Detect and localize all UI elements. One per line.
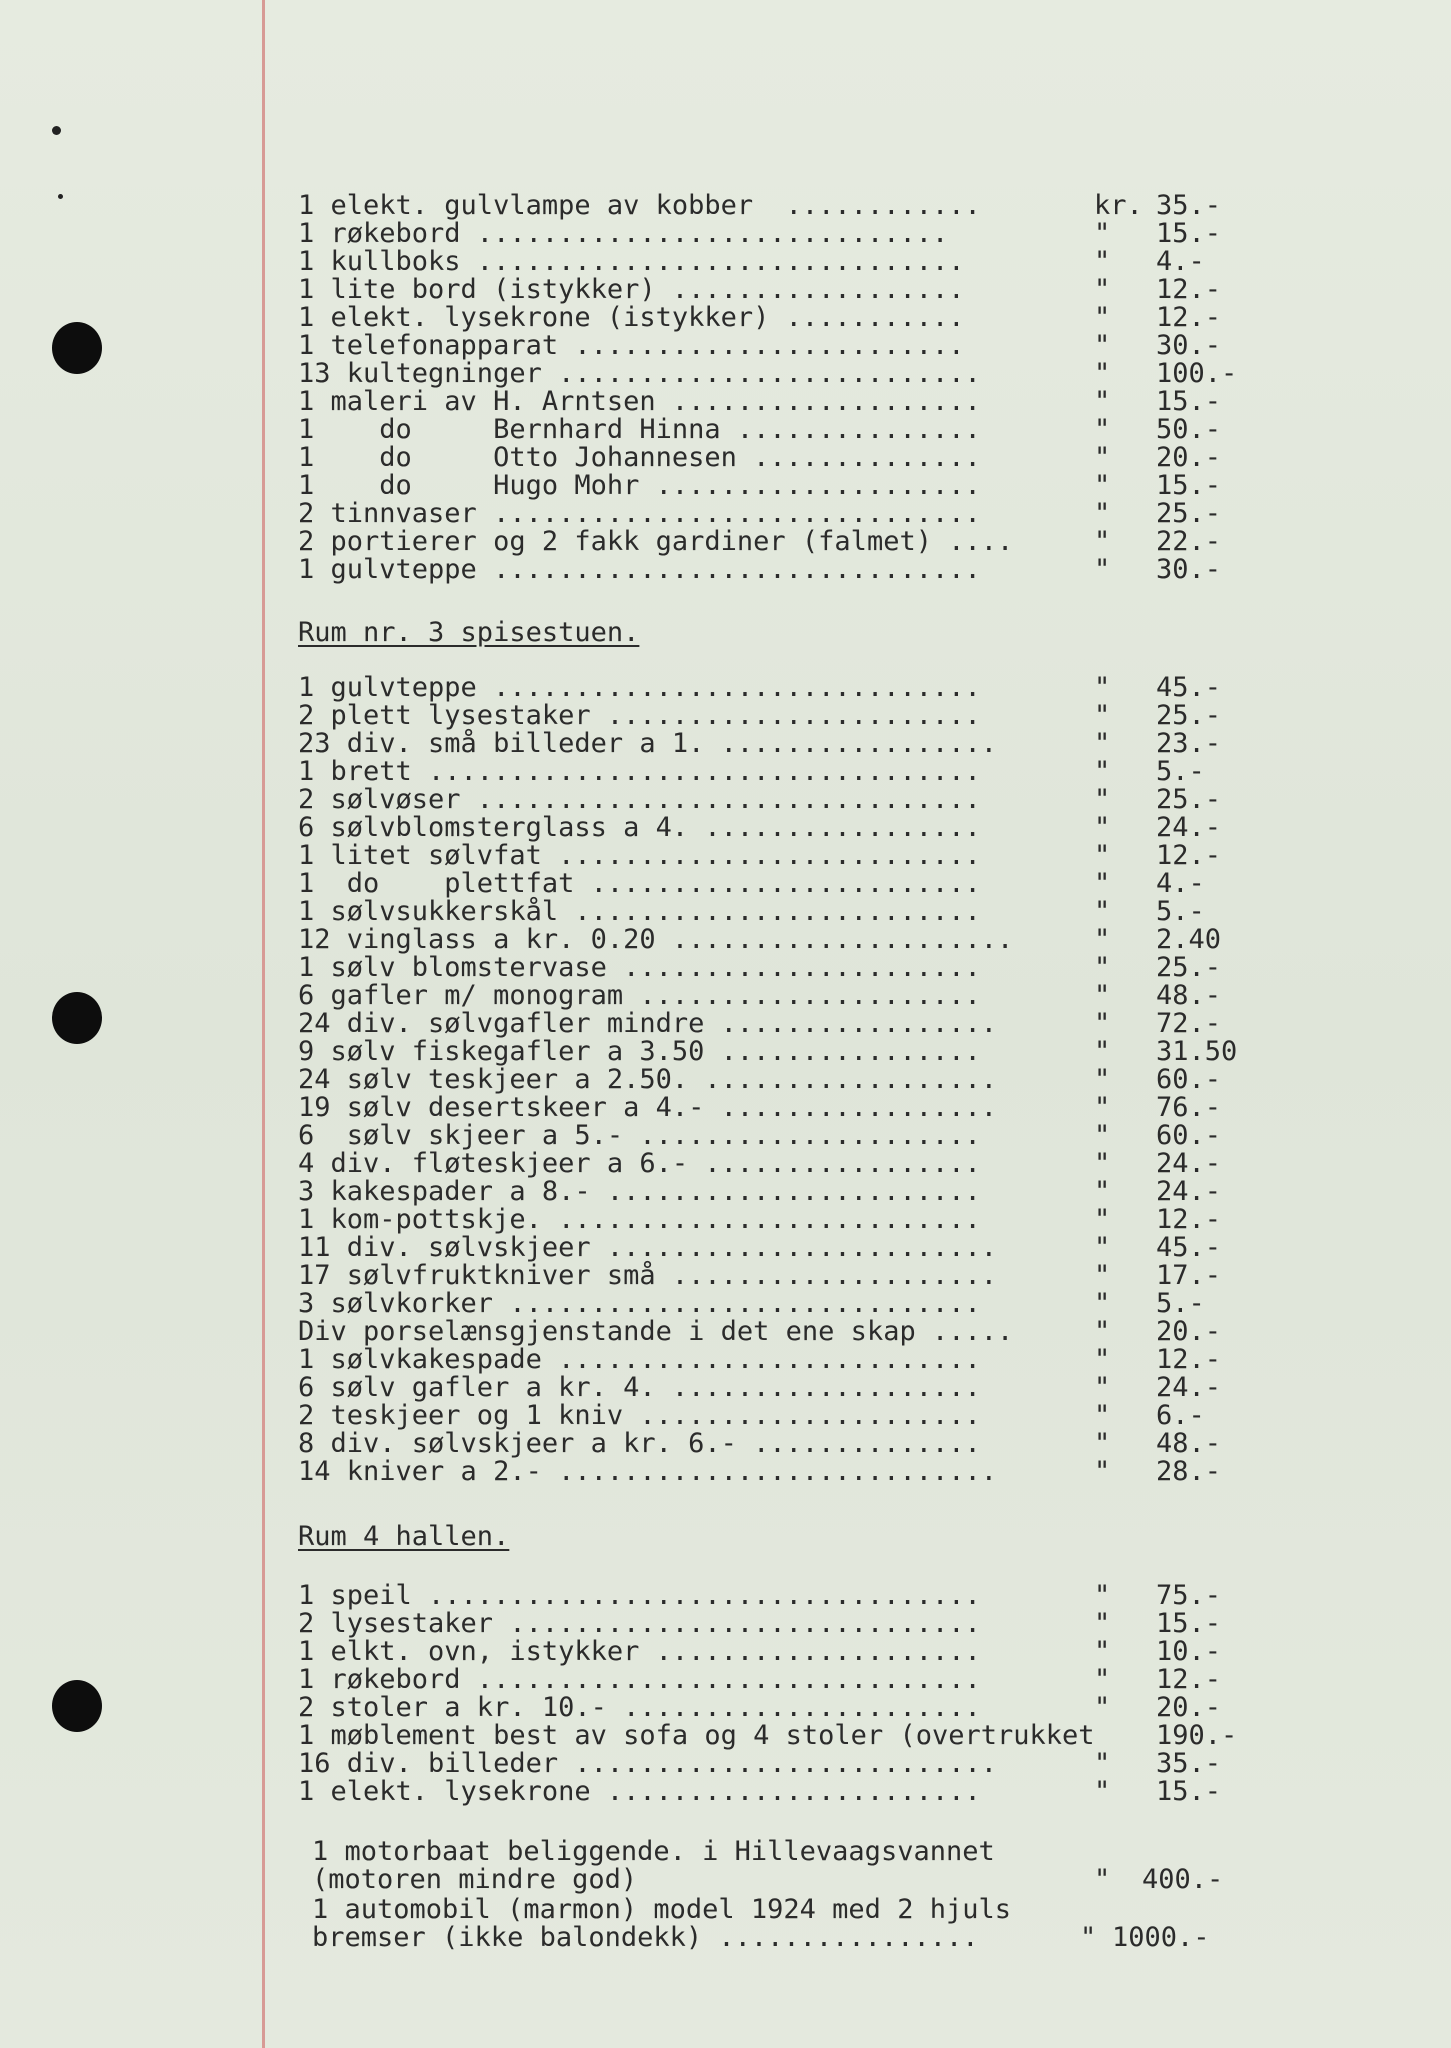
punch-hole (52, 322, 102, 374)
section-heading: Rum 4 hallen. (298, 1521, 510, 1552)
punch-hole (52, 1680, 102, 1732)
punch-hole (52, 992, 102, 1044)
ink-speck (52, 126, 61, 135)
document-page: 1 elekt. gulvlampe av kobber ............ kr. 35.- 1 røkebord ............................. " 15.- 1 kullboks .............................. " 4.- 1 lite bord (istykker) .................. " 12.- 1 elekt. lysekrone (istykker) ........... " 12.- 1 telefonapparat ........................ " 30.- 13 kultegninger .......................... " 100.- 1 maleri av H. Arntsen ................... " 15.- 1 do Bernhard Hinna ............... " 50.- 1 do Otto Johannesen .............. " 20.- 1 do Hugo Mohr .................... " 15.- 2 tinnvaser .............................. " 25.- 2 portierer og 2 fakk gardiner (falmet) .... " 22.- 1 gulvteppe .............................. " 30.- Rum nr. 3 spisestuen. 1 gulvteppe .............................. " 45.- 2 plett lysestaker ....................... " 25.- 23 div. små billeder a 1. ................. " 23.- 1 brett .................................. " 5.- 2 sølvøser ............................... " 25.- 6 sølvblomsterglass a 4. ................. " 24.- 1 litet sølvfat .......................... " 12.- 1 do plettfat ........................ " 4.- 1 sølvsukkerskål ......................... " 5.- 12 vinglass a kr. 0.20 ..................... " 2.40 1 sølv blomstervase ...................... " 25.- 6 gafler m/ monogram ..................... " 48.- 24 div. sølvgafler mindre ................. " 72.- 9 sølv fiskegafler a 3.50 ................ " 31.50 24 sølv teskjeer a 2.50. .................. " 60.- 19 sølv desertskeer a 4.- ................. " 76.- 6 sølv skjeer a 5.- ..................... " 60.- 4 div. fløteskjeer a 6.- ................. " 24.- 3 kakespader a 8.- ....................... " 24.- 1 kom-pottskje. .......................... " 12.- 11 div. sølvskjeer ........................ " 45.- 17 sølvfruktkniver små .................... " 17.- 3 sølvkorker ............................. " 5.- Div porselænsgjenstande i det ene skap ..... " 20.- 1 sølvkakespade .......................... " 12.- 6 sølv gafler a kr. 4. ................... " 24.- 2 teskjeer og 1 kniv ..................... " 6.- 8 div. sølvskjeer a kr. 6.- .............. " 48.- 14 kniver a 2.- ........................... " 28.- Rum 4 hallen. 1 speil .................................. " 75.- 2 lysestaker ............................. " 15.- 1 elkt. ovn, istykker .................... " 10.- 1 røkebord ............................... " 12.- 2 stoler a kr. 10.- ...................... " 20.- 1 møblement best av sofa og 4 stoler (overtrukket 190.- 16 div. billeder .......................... " 35.- 1 elekt. lysekrone ....................... " 15.- 1 motorbaat beliggende. i Hillevaagsvannet (motoren mindre god) " 400.- 1 automobil (marmon) model 1924 med 2 hjuls bremser (ikke balondekk) ................ " 1000.- (0, 0, 1451, 2048)
ink-speck (58, 194, 63, 199)
section-heading: Rum nr. 3 spisestuen. (298, 617, 640, 648)
red-margin-line (262, 0, 265, 2048)
